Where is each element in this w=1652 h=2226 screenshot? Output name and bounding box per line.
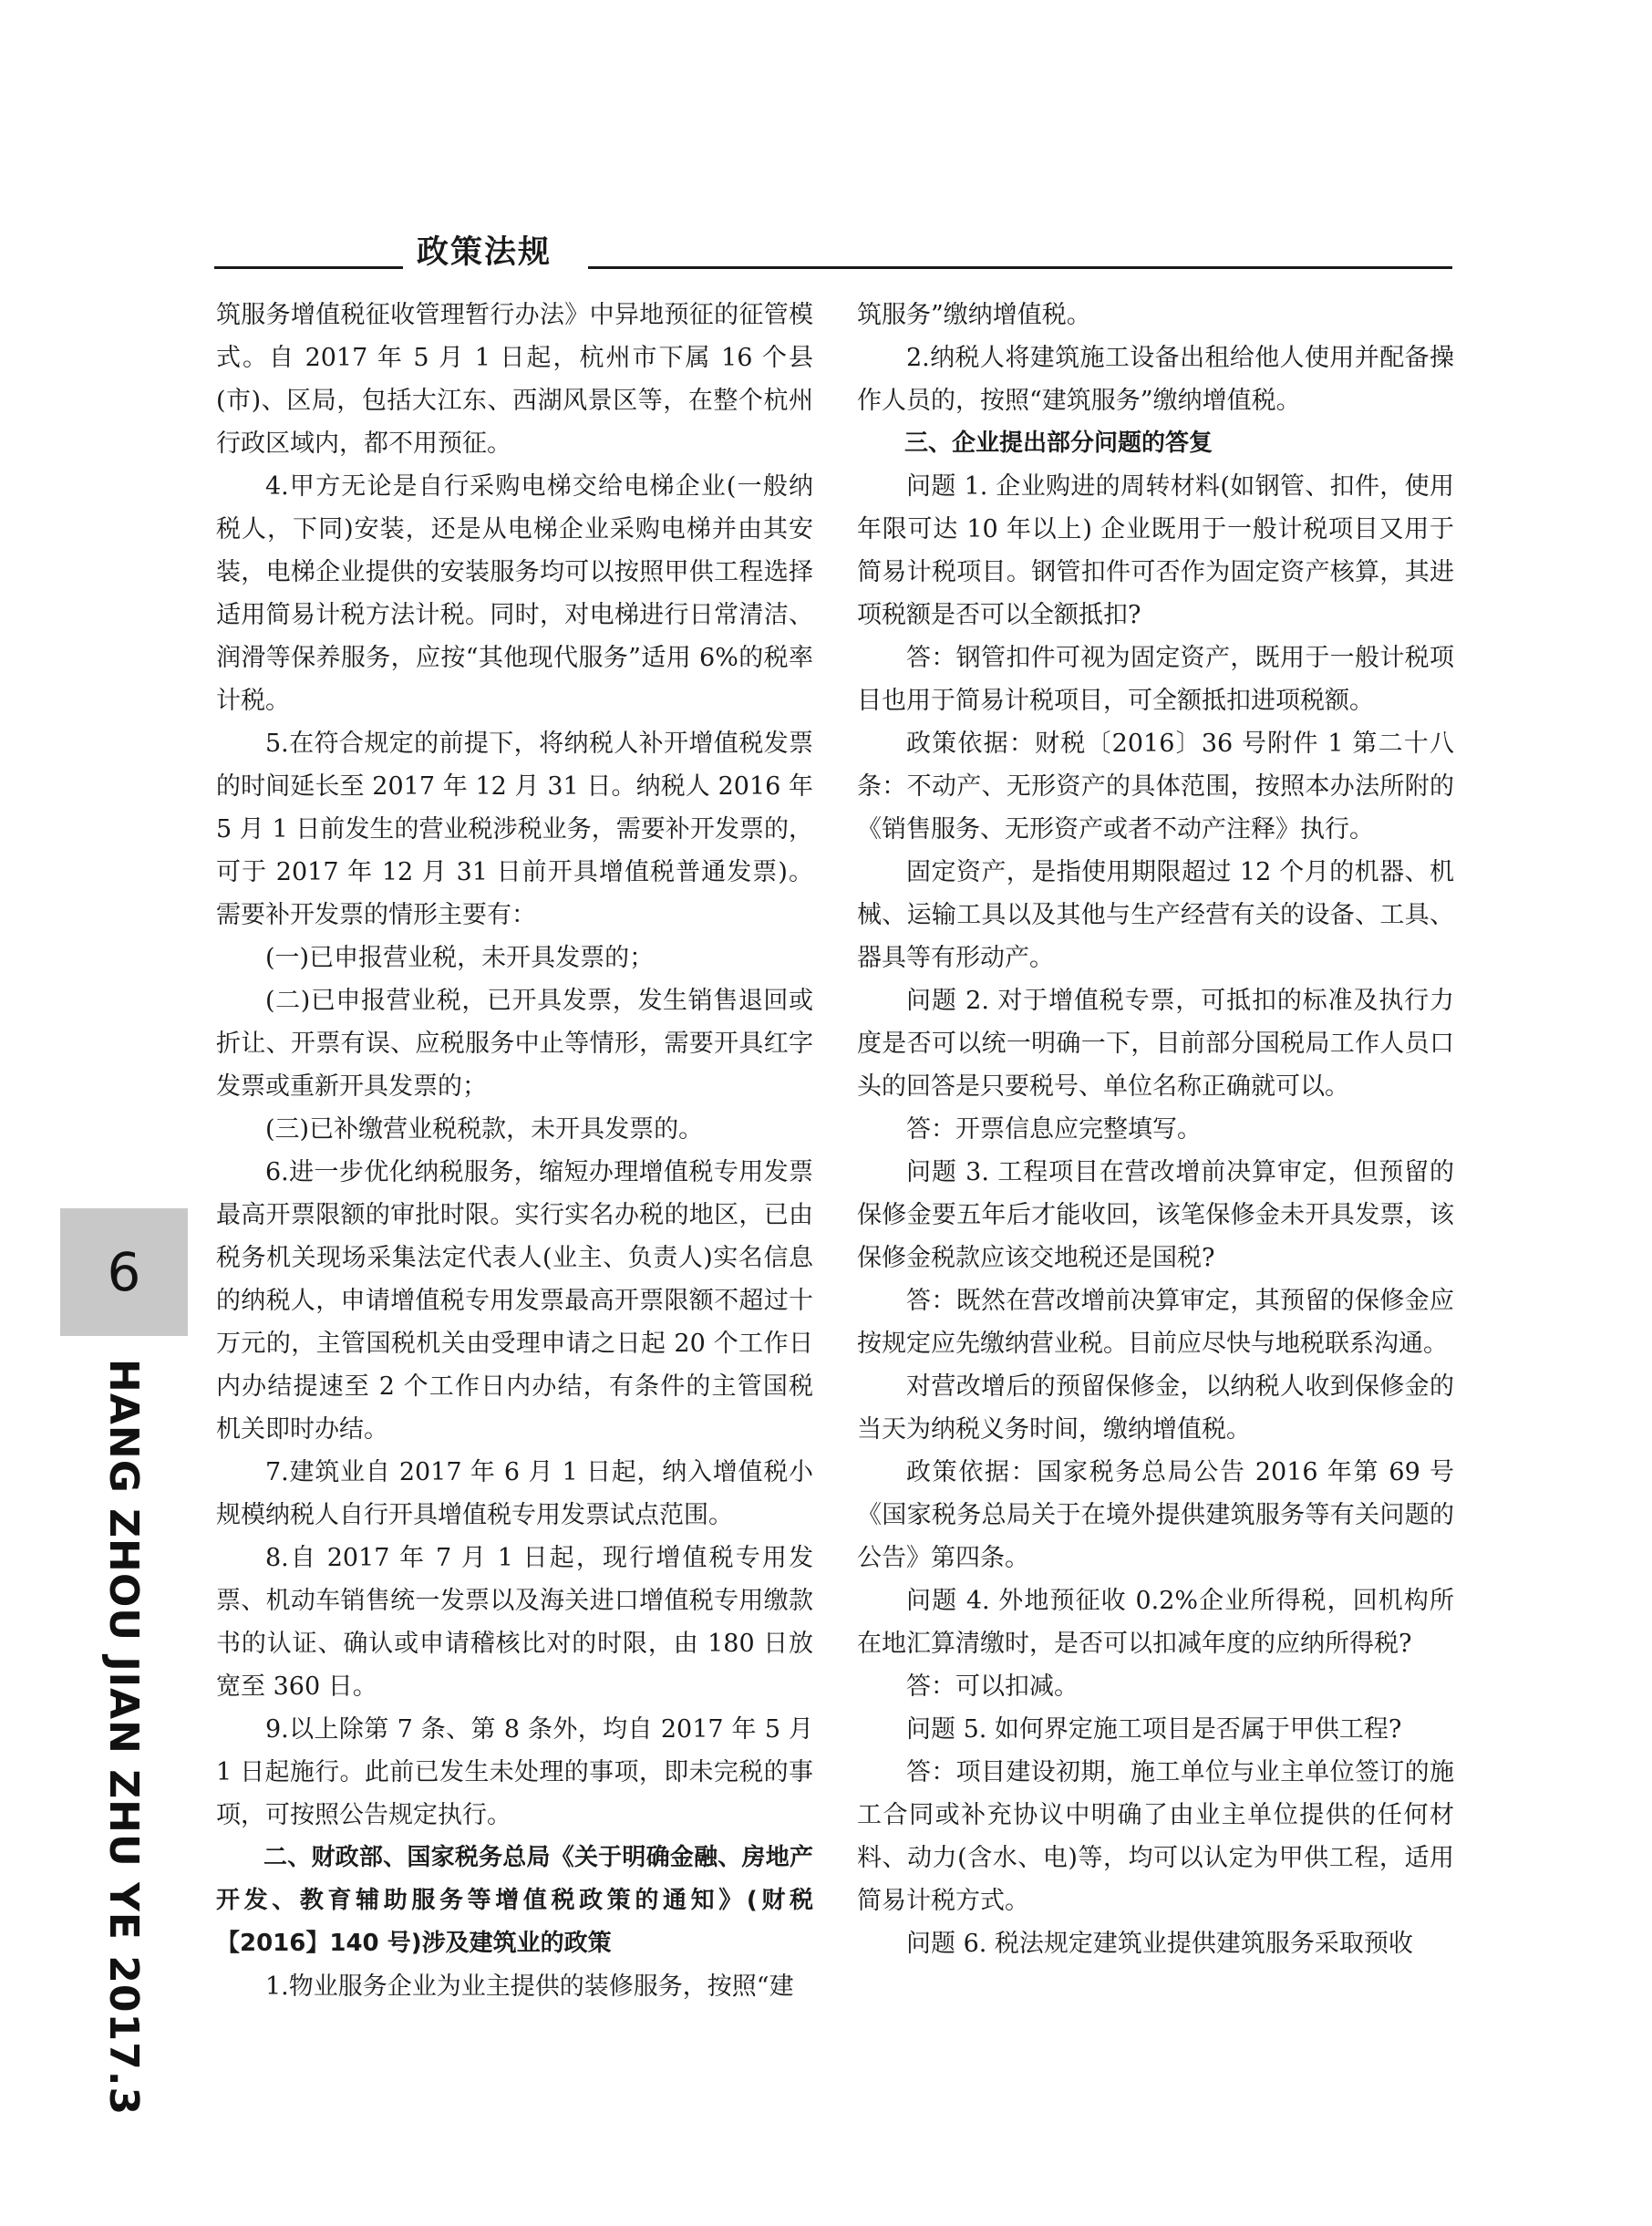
- paragraph: 问题 1. 企业购进的周转材料(如钢管、扣件，使用年限可达 10 年以上) 企业既用于一般计税项目又用于简易计税项目。钢管扣件可否作为固定资产核算，其进项税额是否可以全额抵扣?: [857, 472, 1454, 629]
- paragraph: (一)已申报营业税，未开具发票的；: [265, 944, 655, 972]
- paragraph: 问题 2. 对于增值税专票，可抵扣的标准及执行力度是否可以统一明确一下，目前部分国税局工作人员口头的回答是只要税号、单位名称正确就可以。: [857, 987, 1454, 1101]
- paragraph: 问题 5. 如何界定施工项目是否属于甲供工程?: [906, 1715, 1402, 1744]
- paragraph: 政策依据：国家税务总局公告 2016 年第 69 号《国家税务总局关于在境外提供建筑服务等有关问题的公告》第四条。: [857, 1458, 1454, 1572]
- paragraph: 答：开票信息应完整填写。: [906, 1115, 1202, 1144]
- left-column: [216, 294, 813, 2008]
- section-title: 政策法规: [417, 234, 552, 271]
- header-rule-right: [588, 266, 1452, 269]
- journal-name-vertical: HANG ZHOU JIAN ZHU YE 2017.3: [100, 1359, 147, 2117]
- paragraph: 固定资产，是指使用期限超过 12 个月的机器、机械、运输工具以及其他与生产经营有关的设备、工具、器具等有形动产。: [857, 858, 1454, 972]
- paragraph: 问题 4. 外地预征收 0.2%企业所得税，回机构所在地汇算清缴时，是否可以扣减年度的应纳所得税?: [857, 1587, 1454, 1658]
- paragraph: 7.建筑业自 2017 年 6 月 1 日起，纳入增值税小规模纳税人自行开具增值税专用发票试点范围。: [216, 1458, 813, 1529]
- paragraph: 答：既然在营改增前决算审定，其预留的保修金应按规定应先缴纳营业税。目前应尽快与地税联系沟通。: [857, 1287, 1454, 1358]
- page-number: 6: [107, 1241, 141, 1303]
- paragraph: 筑服务”缴纳增值税。: [857, 301, 1091, 329]
- paragraph: 6.进一步优化纳税服务，缩短办理增值税专用发票最高开票限额的审批时限。实行实名办税的地区，已由税务机关现场采集法定代表人(业主、负责人)实名信息的纳税人，申请增值税专用发票最高开票限额不超过十万元的，主管国税机关由受理申请之日起 20 个工作日内办结提速至 2 个工作日内办结，有条件的主管国税机关即时办结。: [216, 1158, 813, 1444]
- paragraph: 2.纳税人将建筑施工设备出租给他人使用并配备操作人员的，按照“建筑服务”缴纳增值税。: [857, 344, 1454, 415]
- paragraph: 二、财政部、国家税务总局《关于明确金融、房地产开发、教育辅助服务等增值税政策的通知》(财税【2016】140 号)涉及建筑业的政策: [216, 1844, 813, 1957]
- paragraph: 9.以上除第 7 条、第 8 条外，均自 2017 年 5 月 1 日起施行。此前已发生未处理的事项，即未完税的事项，可按照公告规定执行。: [216, 1715, 813, 1829]
- paragraph: 问题 3. 工程项目在营改增前决算审定，但预留的保修金要五年后才能收回，该笔保修金未开具发票，该保修金税款应该交地税还是国税?: [857, 1158, 1454, 1272]
- header-rule-left: [214, 266, 403, 269]
- paragraph: 筑服务增值税征收管理暂行办法》中异地预征的征管模式。自 2017 年 5 月 1 日起，杭州市下属 16 个县(市)、区局，包括大江东、西湖风景区等，在整个杭州行政区域内，都不用预征。: [216, 301, 813, 458]
- paragraph: 4.甲方无论是自行采购电梯交给电梯企业(一般纳税人，下同)安装，还是从电梯企业采购电梯并由其安装，电梯企业提供的安装服务均可以按照甲供工程选择适用简易计税方法计税。同时，对电梯进行日常清洁、润滑等保养服务，应按“其他现代服务”适用 6%的税率计税。: [216, 472, 813, 715]
- paragraph: (三)已补缴营业税税款，未开具发票的。: [265, 1115, 704, 1144]
- page-number-tab: [60, 1208, 188, 1336]
- paragraph: 三、企业提出部分问题的答复: [904, 430, 1213, 457]
- paragraph: 答：钢管扣件可视为固定资产，既用于一般计税项目也用于简易计税项目，可全额抵扣进项税额。: [857, 644, 1454, 715]
- paragraph: 对营改增后的预留保修金，以纳税人收到保修金的当天为纳税义务时间，缴纳增值税。: [857, 1372, 1454, 1444]
- paragraph: 1.物业服务企业为业主提供的装修服务，按照“建: [265, 1972, 794, 2001]
- paragraph: (二)已申报营业税，已开具发票，发生销售退回或折让、开票有误、应税服务中止等情形，需要开具红字发票或重新开具发票的；: [216, 987, 813, 1101]
- paragraph: 问题 6. 税法规定建筑业提供建筑服务采取预收: [906, 1930, 1413, 1958]
- right-column: [857, 294, 1454, 1965]
- paragraph: 5.在符合规定的前提下，将纳税人补开增值税发票的时间延长至 2017 年 12 月 31 日。纳税人 2016 年 5 月 1 日前发生的营业税涉税业务，需要补开发票的，可于 2017 年 12 月 31 日前开具增值税普通发票)。需要补开发票的情形主要有：: [216, 730, 813, 929]
- paragraph: 答：项目建设初期，施工单位与业主单位签订的施工合同或补充协议中明确了由业主单位提供的任何材料、动力(含水、电)等，均可以认定为甲供工程，适用简易计税方式。: [857, 1758, 1454, 1915]
- page-header: [214, 223, 1452, 278]
- paragraph: 政策依据：财税〔2016〕36 号附件 1 第二十八条：不动产、无形资产的具体范围，按照本办法所附的《销售服务、无形资产或者不动产注释》执行。: [857, 730, 1454, 844]
- paragraph: 答：可以扣减。: [906, 1672, 1079, 1701]
- paragraph: 8.自 2017 年 7 月 1 日起，现行增值税专用发票、机动车销售统一发票以及海关进口增值税专用缴款书的认证、确认或申请稽核比对的时限，由 180 日放宽至 360 日。: [216, 1544, 813, 1701]
